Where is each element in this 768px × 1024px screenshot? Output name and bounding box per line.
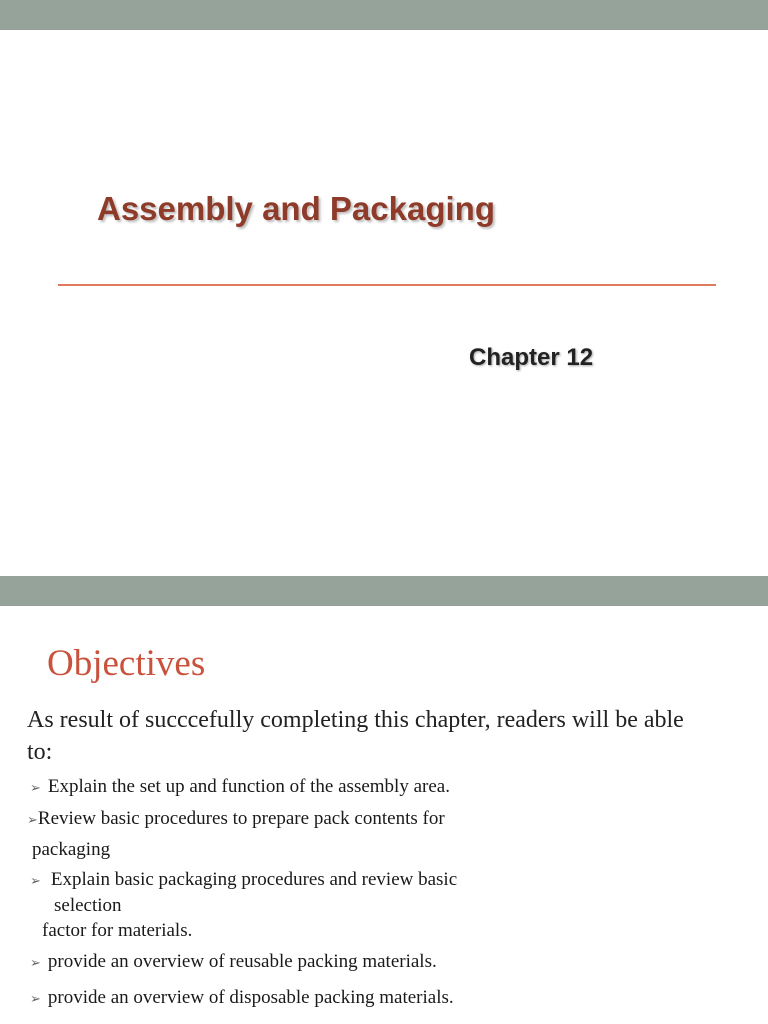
arrow-bullet-icon: ➢ [30,874,41,889]
bullet-text: Review basic procedures to prepare pack contents for [37,808,445,829]
bullet-continuation: selection [54,895,122,916]
arrow-bullet-icon: ➢ [27,813,38,828]
bullet-text: provide an overview of disposable packing materials. [47,987,454,1008]
bullet-item [30,774,450,802]
slide1 [0,30,768,576]
title-divider [58,284,716,286]
slide-title: Assembly and Packaging [97,190,495,227]
bullet-item [30,867,457,895]
bullet-item [27,806,445,834]
bullet-continuation: packaging [32,839,111,860]
arrow-bullet-icon: ➢ [30,956,41,971]
slide1-top-band [0,0,768,30]
bullet-item [30,985,454,1013]
slide2-top-band [0,576,768,606]
arrow-bullet-icon: ➢ [30,781,41,796]
bullet-text: provide an overview of reusable packing materials. [47,951,437,972]
slide-subtitle: Chapter 12 [469,344,594,371]
bullet-text: Explain the set up and function of the assembly area. [47,776,450,797]
bullet-item [30,949,437,977]
bullet-continuation: factor for materials. [42,920,193,941]
objectives-intro: As result of succcefully completing this chapter, readers will be able to: [27,707,684,765]
objectives-heading: Objectives [47,643,206,684]
bullet-text: Explain basic packaging procedures and review basic [50,869,458,890]
arrow-bullet-icon: ➢ [30,992,41,1007]
